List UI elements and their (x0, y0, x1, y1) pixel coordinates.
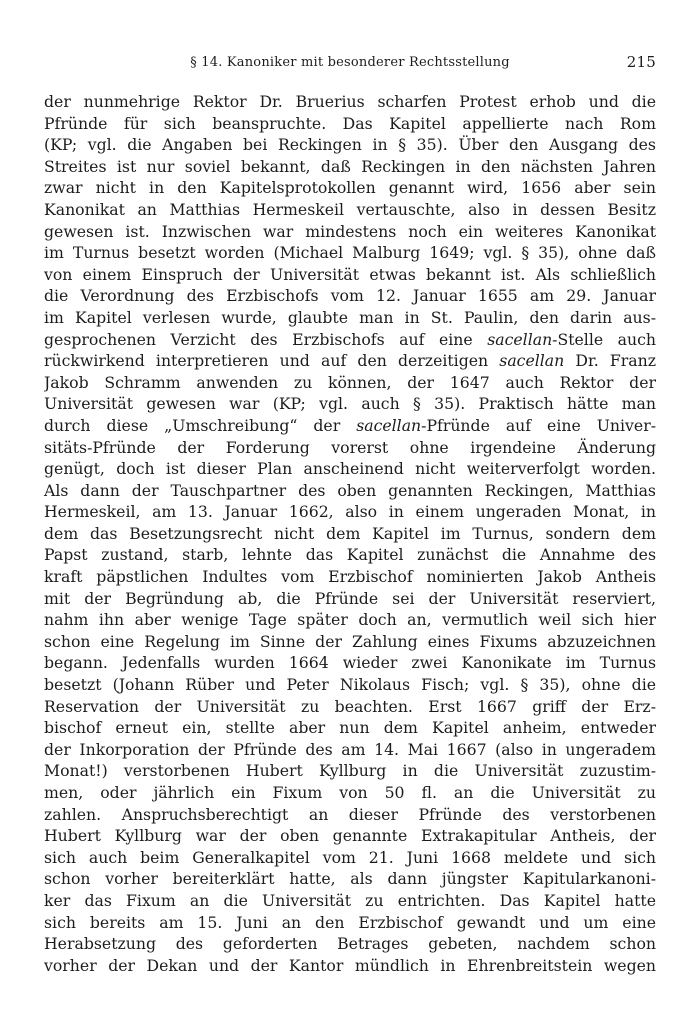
running-head (44, 55, 656, 77)
text-line (44, 890, 656, 912)
text-segment: sich bereits am 15. Juni an den Erzbischof gewandt und um eine (44, 912, 656, 932)
text-segment: Hubert Kyllburg war der oben genannte Extrakapitular Antheis, der (44, 826, 656, 846)
text-segment: Herabsetzung des geforderten Betrages gebeten, nachdem schon (44, 934, 656, 954)
text-segment: durch diese „Umschreibung“ der (44, 415, 357, 435)
text-line (44, 825, 656, 847)
text-line (44, 480, 656, 502)
text-segment: gesprochenen Verzicht des Erzbischofs auf eine (44, 329, 488, 349)
text-line (44, 415, 656, 437)
text-segment: Universität gewesen war (KP; vgl. auch § 35). Praktisch hätte man (44, 394, 656, 414)
text-line (44, 631, 656, 653)
page-number: 215 (626, 53, 656, 71)
text-line (44, 955, 656, 977)
italic-term: sacellan (487, 329, 553, 349)
text-line (44, 847, 656, 869)
body-text (44, 91, 656, 976)
text-line (44, 868, 656, 890)
text-line (44, 544, 656, 566)
text-segment: im Kapitel verlesen wurde, glaubte man in St. Paulin, den darin aus- (44, 307, 656, 327)
text-segment: Als dann der Tauschpartner des oben genannten Reckingen, Matthias (44, 480, 656, 500)
text-segment: Hermeskeil, am 13. Januar 1662, also in einem ungeraden Monat, in (44, 502, 656, 522)
text-line (44, 804, 656, 826)
text-line (44, 199, 656, 221)
text-line (44, 717, 656, 739)
italic-term: sacellan (499, 351, 565, 371)
text-segment: Pfründe für sich beanspruchte. Das Kapitel appellierte nach Rom (44, 113, 656, 133)
text-line (44, 523, 656, 545)
text-segment: im Turnus besetzt worden (Michael Malburg 1649; vgl. § 35), ohne daß (44, 243, 656, 263)
text-segment: kraft päpstlichen Indultes vom Erzbischof nominierten Jakob Antheis (44, 567, 656, 587)
text-segment: der Inkorporation der Pfründe des am 14. Mai 1667 (also in ungeradem (44, 739, 656, 759)
text-segment: Papst zustand, starb, lehnte das Kapitel zunächst die Annahme des (44, 545, 656, 565)
text-line (44, 156, 656, 178)
text-line (44, 329, 656, 351)
text-line (44, 134, 656, 156)
text-segment: mit der Begründung ab, die Pfründe sei der Universität reserviert, (44, 588, 656, 608)
text-line (44, 372, 656, 394)
text-line (44, 933, 656, 955)
text-segment: Kanonikat an Matthias Hermeskeil vertauschte, also in dessen Besitz (44, 199, 656, 219)
text-segment: besetzt (Johann Rüber und Peter Nikolaus Fisch; vgl. § 35), ohne die (44, 675, 656, 695)
text-line (44, 696, 656, 718)
text-line (44, 177, 656, 199)
text-segment: schon eine Regelung im Sinne der Zahlung eines Fixums abzuzeichnen (44, 631, 656, 651)
text-segment: von einem Einspruch der Universität etwas bekannt ist. Als schließlich (44, 264, 656, 284)
text-segment: der nunmehrige Rektor Dr. Bruerius scharfen Protest erhob und die (44, 92, 656, 111)
text-line (44, 458, 656, 480)
text-line (44, 501, 656, 523)
text-segment: die Verordnung des Erzbischofs vom 12. Januar 1655 am 29. Januar (44, 286, 656, 306)
text-line (44, 652, 656, 674)
text-segment: men, oder jährlich ein Fixum von 50 fl. an die Universität zu (44, 783, 656, 802)
text-segment: bischof erneut ein, stellte aber nun dem Kapitel anheim, entweder (44, 718, 656, 738)
text-line (44, 242, 656, 264)
text-segment: Monat!) verstorbenen Hubert Kyllburg in die Universität zuzustim- (44, 761, 656, 781)
text-line (44, 609, 656, 631)
text-segment: -Pfründe auf eine Univer- (421, 415, 656, 435)
text-line (44, 782, 656, 804)
text-segment: -Stelle auch (552, 329, 656, 349)
text-line (44, 350, 656, 372)
text-segment: Streites ist nur soviel bekannt, daß Reckingen in den nächsten Jahren (44, 156, 656, 176)
text-segment: sitäts-Pfründe der Forderung vorerst ohne irgendeine Änderung (44, 437, 656, 457)
text-segment: gewesen ist. Inzwischen war mindestens noch ein weiteres Kanonikat (44, 221, 656, 241)
text-segment: zahlen. Anspruchsberechtigt an dieser Pfründe des verstorbenen (44, 804, 656, 824)
text-segment: Dr. Franz (564, 351, 656, 371)
text-line (44, 113, 656, 135)
text-segment: schon vorher bereiterklärt hatte, als dann jüngster Kapitularkanoni- (44, 869, 656, 889)
text-segment: vorher der Dekan und der Kantor mündlich in Ehrenbreitstein wegen (44, 955, 656, 975)
text-segment: (KP; vgl. die Angaben bei Reckingen in § 35). Über den Ausgang des (44, 135, 656, 155)
text-line (44, 285, 656, 307)
text-line (44, 437, 656, 459)
text-segment: genügt, doch ist dieser Plan anscheinend nicht weiterverfolgt worden. (44, 459, 656, 479)
italic-term: sacellan (356, 415, 422, 435)
text-line (44, 912, 656, 934)
text-line (44, 264, 656, 286)
text-segment: Jakob Schramm anwenden zu können, der 1647 auch Rektor der (44, 372, 656, 392)
text-line (44, 674, 656, 696)
text-segment: sich auch beim Generalkapitel vom 21. Juni 1668 meldete und sich (44, 847, 656, 867)
text-segment: begann. Jedenfalls wurden 1664 wieder zwei Kanonikate im Turnus (44, 653, 656, 673)
text-segment: dem das Besetzungsrecht nicht dem Kapitel im Turnus, sondern dem (44, 523, 656, 543)
text-segment: ker das Fixum an die Universität zu entrichten. Das Kapitel hatte (44, 890, 656, 910)
text-line (44, 588, 656, 610)
text-line (44, 393, 656, 415)
text-segment: Reservation der Universität zu beachten. Erst 1667 griff der Erz- (44, 696, 656, 716)
text-line (44, 739, 656, 761)
text-segment: nahm ihn aber wenige Tage später doch an, vermutlich weil sich hier (44, 610, 656, 630)
text-segment: rückwirkend interpretieren und auf den derzeitigen (44, 351, 500, 371)
text-line (44, 307, 656, 329)
text-line (44, 760, 656, 782)
running-title: § 14. Kanoniker mit besonderer Rechtsstellung (190, 55, 510, 70)
text-line (44, 566, 656, 588)
text-line (44, 91, 656, 113)
text-line (44, 221, 656, 243)
text-segment: zwar nicht in den Kapitelsprotokollen genannt wird, 1656 aber sein (44, 178, 656, 198)
